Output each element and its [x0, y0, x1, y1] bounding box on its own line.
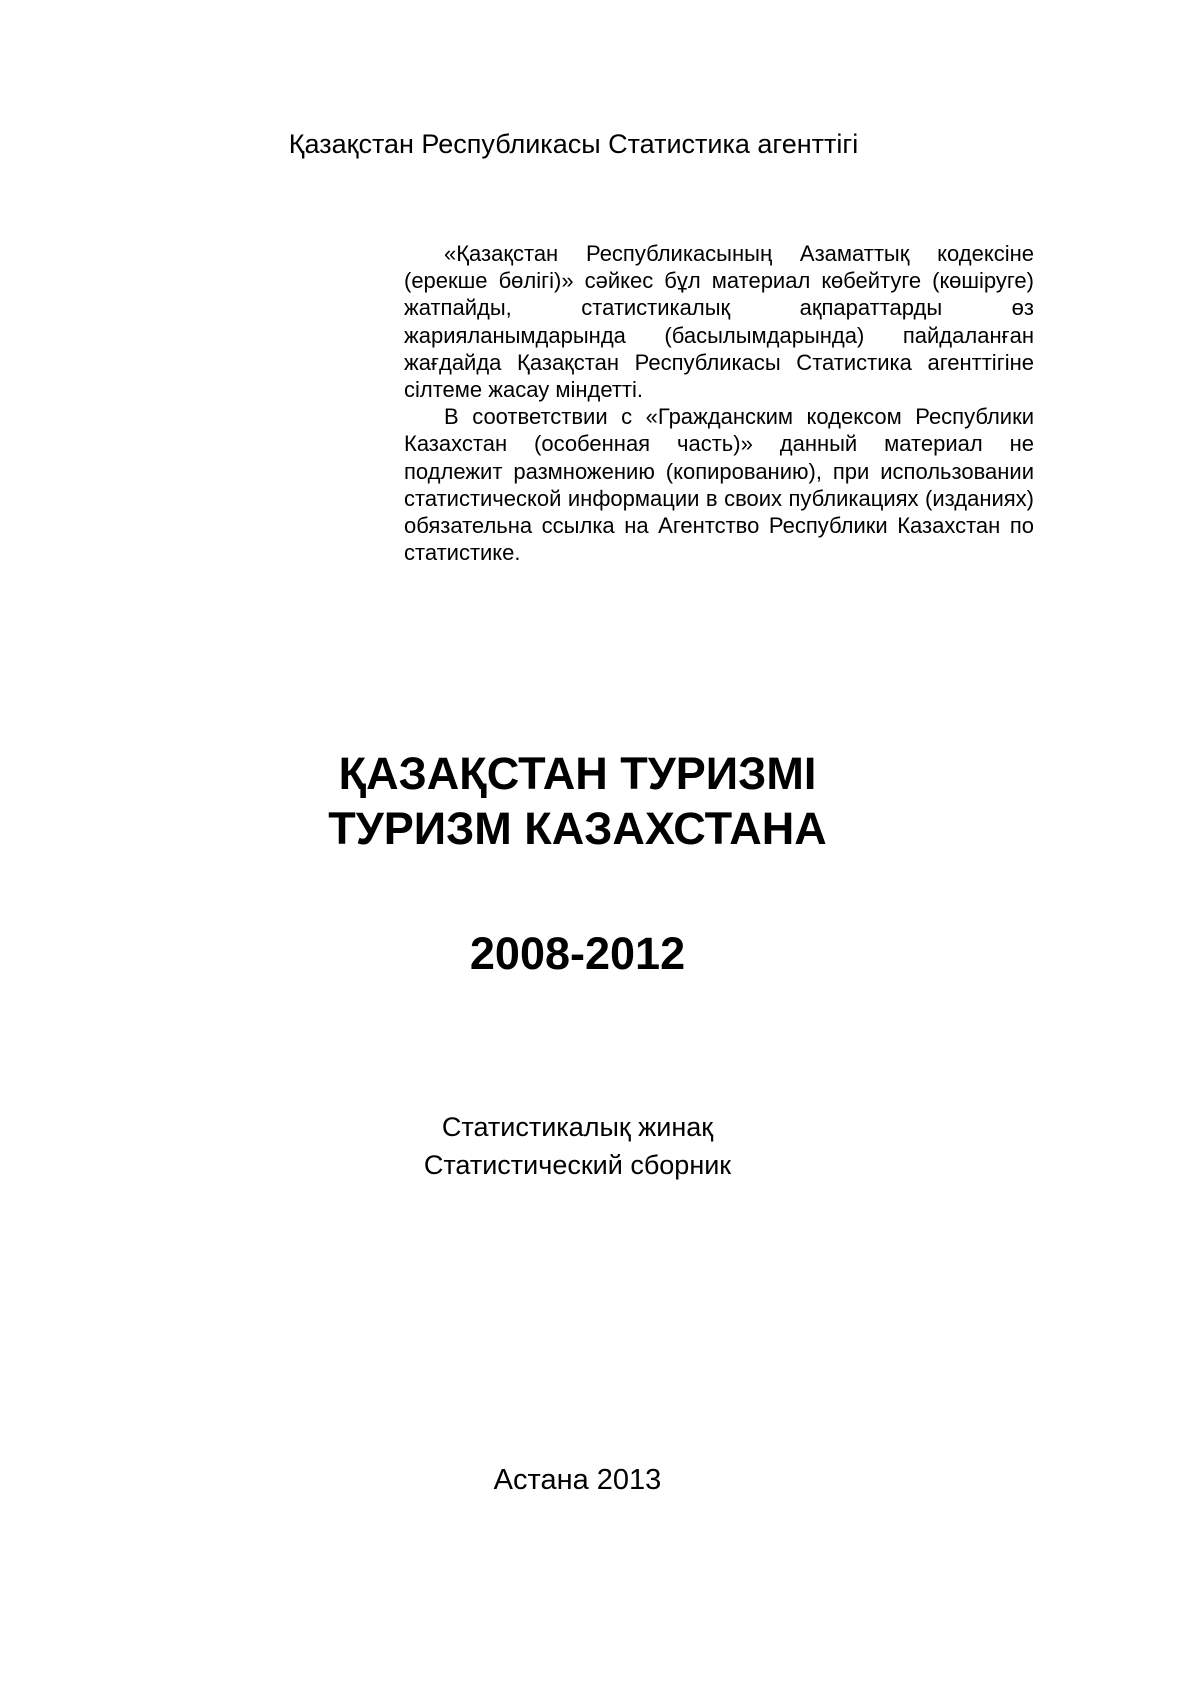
- publication-type-russian: Статистический сборник: [423, 1150, 732, 1180]
- title-russian: ТУРИЗМ КАЗАХСТАНА: [328, 803, 827, 854]
- publication-type: [0, 1108, 1191, 1184]
- publication-type-kazakh: Статистикалық жинақ: [441, 1112, 714, 1142]
- year-range: 2008-2012: [469, 928, 686, 979]
- title-kazakh: ҚАЗАҚСТАН ТУРИЗМІ: [338, 748, 817, 799]
- copyright-notice-kazakh: «Қазақстан Республикасының Азаматтық кодексіне (ерекше бөлігі)» сәйкес бұл материал көбейтуге (көшіруге) жатпайды, статистикалық ақпараттарды өз жарияланымдарында (басылымдарында) пайдаланған жағдайда Қазақстан Республикасы Статистика агенттігіне сілтеме жасау міндетті.: [404, 241, 1034, 403]
- document-title: [0, 746, 1191, 856]
- copyright-notice-russian: В соответствии с «Гражданским кодексом Республики Казахстан (особенная часть)» данный материал не подлежит размножению (копированию), при использовании статистической информации в своих публикациях (изданиях) обязательна ссылка на Агентство Республики Казахстан по статистике.: [404, 404, 1034, 566]
- imprint: Астана 2013: [493, 1464, 662, 1496]
- agency-name: Қазақстан Республикасы Статистика агенттігі: [288, 129, 859, 159]
- copyright-notice: [404, 240, 1034, 566]
